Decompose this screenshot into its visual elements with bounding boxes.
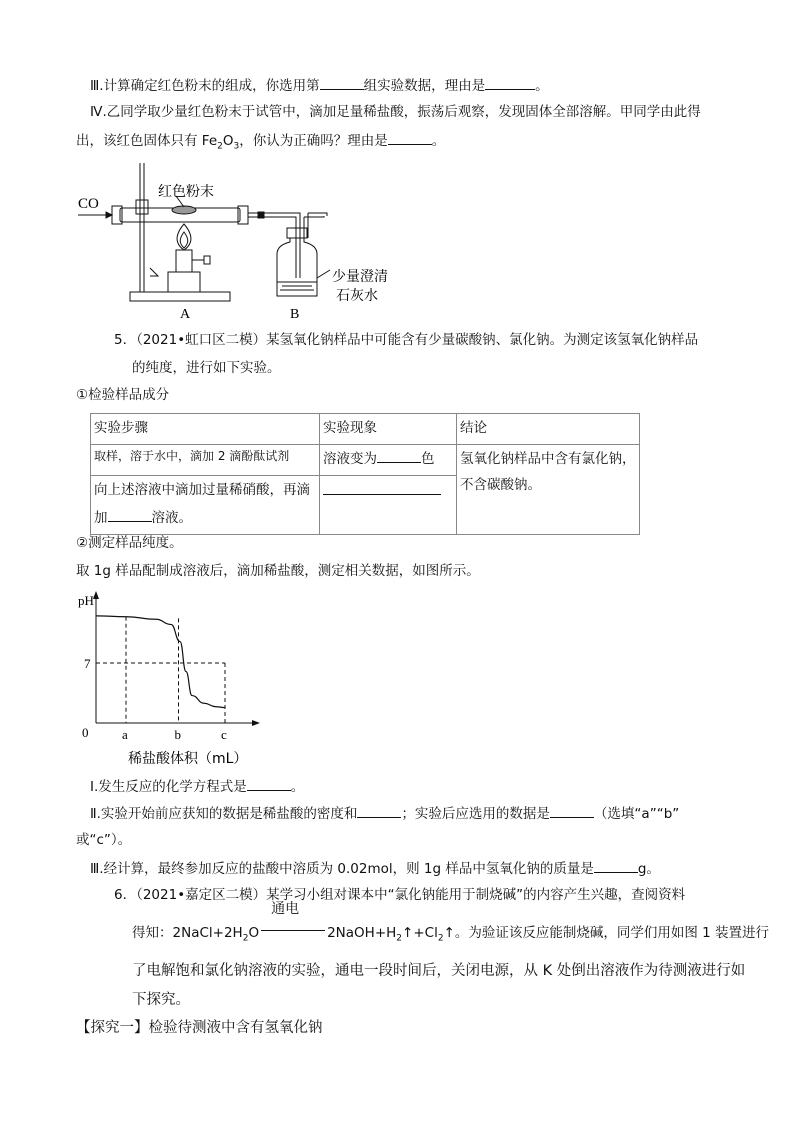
burner xyxy=(176,250,192,272)
q5-line1: 5．（2021•虹口区二模）某氢氧化钠样品中可能含有少量碳酸钠、氯化钠。为测定该氢氧化钠样品 xyxy=(114,332,699,348)
q5-ii-line2: 或“c”）。 xyxy=(76,832,132,848)
answer-blank[interactable] xyxy=(377,448,421,463)
y-axis-arrow-icon xyxy=(93,591,99,599)
arrow-head-icon xyxy=(106,212,112,218)
answer-blank[interactable] xyxy=(357,803,401,818)
answer-blank[interactable] xyxy=(247,776,291,791)
header-observation: 实验现象 xyxy=(320,414,457,445)
q5-intro: 取 1g 样品配制成溶液后，滴加稀盐酸，测定相关数据，如图所示。 xyxy=(76,563,480,579)
x-tick-label-a: a xyxy=(122,727,128,742)
red-powder xyxy=(172,206,196,214)
limewater-label-2: 石灰水 xyxy=(336,288,378,304)
x-tick-label-c: c xyxy=(221,727,227,742)
q5-line2: 的纯度，进行如下实验。 xyxy=(132,360,281,376)
label-a: A xyxy=(180,307,191,322)
answer-blank[interactable] xyxy=(108,507,152,522)
q4-iv-line2: 出，该红色固体只有 $Fe_2O_3$，你认为正确吗？理由是 。 xyxy=(76,130,445,157)
answer-blank[interactable] xyxy=(323,480,441,495)
answer-blank[interactable] xyxy=(550,803,594,818)
q6-explore1: 【探究一】检验待测液中含有氢氧化钠 xyxy=(76,1020,323,1036)
q5-section2: ②测定样品纯度。 xyxy=(76,535,183,551)
x-axis-arrow-icon xyxy=(252,720,260,726)
row2-step: 向上述溶液中滴加过量稀硝酸，再滴 加 溶液。 xyxy=(91,476,320,535)
header-step: 实验步骤 xyxy=(91,414,320,445)
ph-chart xyxy=(74,590,274,770)
q6-equation-line: 得知：$2NaCl+2H_2O$ 通电 $2NaOH+H_2↑+Cl_2↑$。为验证该反应能制烧碱，同学们用如图 1 装置进行 xyxy=(132,901,770,944)
q6-line3: 了电解饱和氯化钠溶液的实验，通电一段时间后，关闭电源，从 K 处倒出溶液作为待测液进行如 xyxy=(132,963,746,979)
powder-label: 红色粉末 xyxy=(158,184,214,200)
ph-curve xyxy=(96,616,225,708)
conclusion-cell: 氢氧化钠样品中含有氯化钠， 不含碳酸钠。 xyxy=(457,445,640,535)
x-axis-label: 稀盐酸体积（mL） xyxy=(128,751,248,767)
header-conclusion: 结论 xyxy=(457,414,640,445)
q5-iii-line: Ⅲ.经计算，最终参加反应的盐酸中溶质为 0.02mol，则 1g 样品中氢氧化钠的质量是 g。 xyxy=(90,858,660,879)
q5-i-line: Ⅰ.发生反应的化学方程式是 。 xyxy=(90,776,304,797)
co-label: CO xyxy=(78,196,99,212)
q5-section1: ①检验样品成分 xyxy=(76,387,170,403)
limewater-label-1: 少量澄清 xyxy=(332,269,388,285)
answer-blank[interactable] xyxy=(485,75,535,90)
apparatus-diagram xyxy=(72,158,412,323)
q4-iii-line: Ⅲ.计算确定红色粉末的组成，你选用第 组实验数据，理由是 。 xyxy=(90,75,549,96)
row1-step: 取样，溶于水中，滴加 2 滴酚酞试剂 xyxy=(91,445,320,476)
table-header-row xyxy=(91,414,640,445)
q5-ii-line: Ⅱ.实验开始前应获知的数据是稀盐酸的密度和 ；实验后应选用的数据是 （选填“a”“b” xyxy=(90,803,679,824)
x-tick-label-b: b xyxy=(174,727,181,742)
answer-blank[interactable] xyxy=(320,75,364,90)
answer-blank[interactable] xyxy=(388,130,432,145)
gas-bottle xyxy=(277,238,317,296)
q4-iv-line1: Ⅳ.乙同学取少量红色粉末于试管中，滴加足量稀盐酸，振荡后观察，发现固体全部溶解。甲同学由此得 xyxy=(90,104,701,120)
row1-observation: 溶液变为 色 xyxy=(320,445,457,476)
y-axis-label: pH xyxy=(78,593,94,608)
y-tick-label: 7 xyxy=(84,656,91,671)
experiment-table xyxy=(90,413,640,535)
label-b: B xyxy=(290,307,300,322)
answer-blank[interactable] xyxy=(594,858,638,873)
q6-line1: 6．（2021•嘉定区二模）某学习小组对课本中“氯化钠能用于制烧碱”的内容产生兴趣，查阅资料 xyxy=(114,887,686,903)
row2-observation xyxy=(320,476,457,535)
table-row xyxy=(91,445,640,476)
q6-line4: 下探究。 xyxy=(132,992,190,1008)
origin-label: 0 xyxy=(82,725,89,740)
stand-base xyxy=(130,292,230,301)
flame-icon xyxy=(177,224,191,250)
reaction-condition: 通电 xyxy=(261,923,325,937)
